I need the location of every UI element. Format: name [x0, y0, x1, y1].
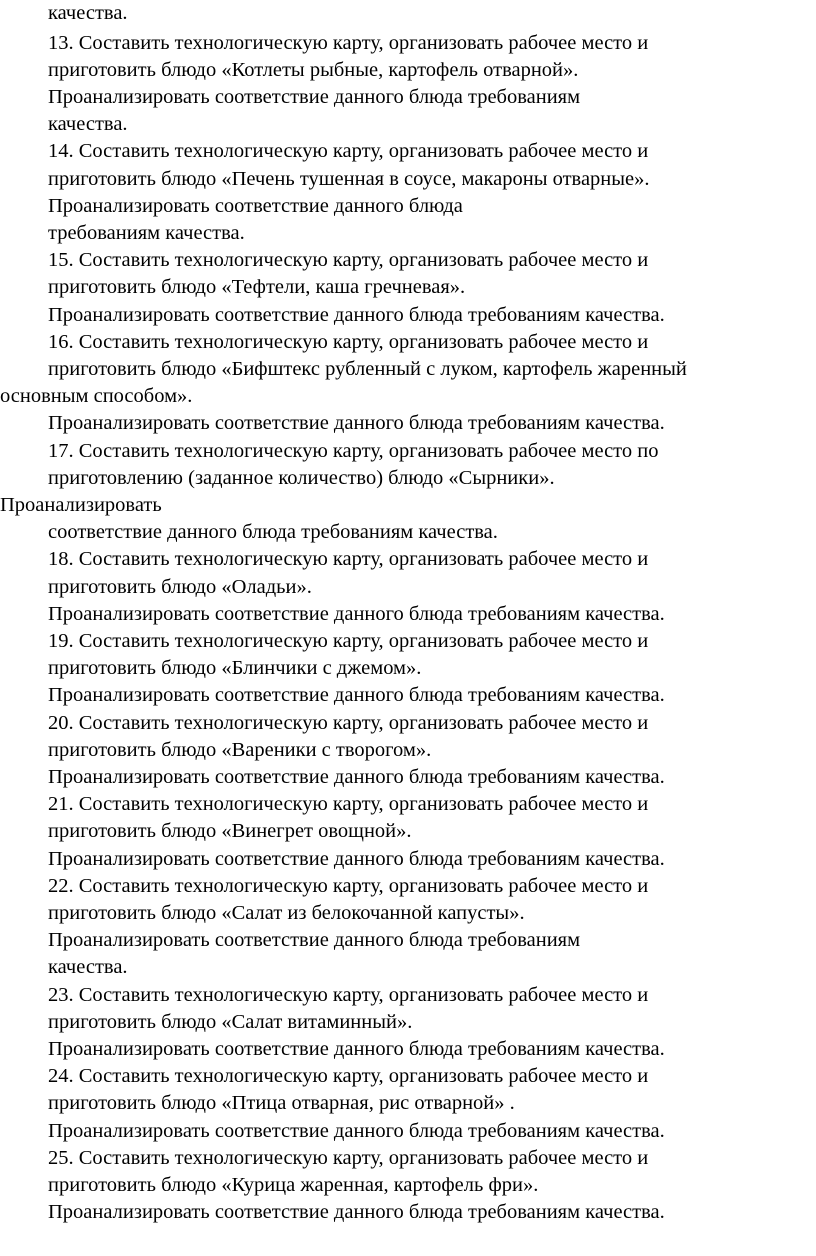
text-line: Проанализировать соответствие данного блюда требованиям — [48, 929, 581, 951]
text-line: 21. Составить технологическую карту, организовать рабочее место и — [48, 793, 649, 815]
text-line: Проанализировать соответствие данного блюда требованиям качества. — [48, 412, 665, 434]
text-line: Проанализировать соответствие данного блюда — [48, 195, 463, 217]
text-line: качества. — [48, 113, 128, 135]
text-line: 25. Составить технологическую карту, организовать рабочее место и — [48, 1147, 649, 1169]
text-line: Проанализировать соответствие данного блюда требованиям качества. — [48, 1201, 665, 1223]
text-line: приготовить блюдо «Тефтели, каша гречневая». — [48, 276, 466, 298]
text-line: 22. Составить технологическую карту, организовать рабочее место и — [48, 875, 649, 897]
text-line: требованиям качества. — [48, 222, 245, 244]
text-line: приготовить блюдо «Птица отварная, рис отварной» . — [48, 1092, 515, 1114]
text-line: приготовлению (заданное количество) блюдо «Сырники». — [48, 467, 555, 489]
text-line: приготовить блюдо «Печень тушенная в соусе, макароны отварные». — [48, 168, 650, 190]
text-line: приготовить блюдо «Вареники с творогом». — [48, 739, 432, 761]
text-line: Проанализировать соответствие данного блюда требованиям — [48, 86, 581, 108]
text-line: Проанализировать соответствие данного блюда требованиям качества. — [48, 1038, 665, 1060]
text-line: приготовить блюдо «Салат из белокочанной капусты». — [48, 902, 525, 924]
text-line: приготовить блюдо «Котлеты рыбные, картофель отварной». — [48, 59, 579, 81]
text-line: приготовить блюдо «Бифштекс рубленный с луком, картофель жаренный — [48, 358, 687, 380]
text-line: 24. Составить технологическую карту, организовать рабочее место и — [48, 1065, 649, 1087]
text-line: приготовить блюдо «Оладьи». — [48, 576, 312, 598]
text-line: соответствие данного блюда требованиям качества. — [48, 521, 498, 543]
text-line: приготовить блюдо «Винегрет овощной». — [48, 820, 412, 842]
text-line: Проанализировать соответствие данного блюда требованиям качества. — [48, 848, 665, 870]
text-line: 23. Составить технологическую карту, организовать рабочее место и — [48, 984, 649, 1006]
text-line: Проанализировать соответствие данного блюда требованиям качества. — [48, 304, 665, 326]
text-line: основным способом». — [0, 385, 193, 407]
text-line: Проанализировать соответствие данного блюда требованиям качества. — [48, 684, 665, 706]
text-line: 17. Составить технологическую карту, организовать рабочее место по — [48, 440, 659, 462]
text-line: приготовить блюдо «Курица жаренная, картофель фри». — [48, 1174, 539, 1196]
text-line: 15. Составить технологическую карту, организовать рабочее место и — [48, 249, 649, 271]
text-line: качества. — [48, 2, 128, 24]
text-line: 14. Составить технологическую карту, организовать рабочее место и — [48, 140, 649, 162]
text-line: 18. Составить технологическую карту, организовать рабочее место и — [48, 548, 649, 570]
text-line: Проанализировать — [0, 494, 162, 516]
text-line: 20. Составить технологическую карту, организовать рабочее место и — [48, 712, 649, 734]
text-line: 19. Составить технологическую карту, организовать рабочее место и — [48, 630, 649, 652]
text-line: качества. — [48, 956, 128, 978]
text-line: 13. Составить технологическую карту, организовать рабочее место и — [48, 32, 649, 54]
text-line: Проанализировать соответствие данного блюда требованиям качества. — [48, 1120, 665, 1142]
text-line: 16. Составить технологическую карту, организовать рабочее место и — [48, 331, 649, 353]
text-line: приготовить блюдо «Блинчики с джемом». — [48, 657, 422, 679]
text-line: Проанализировать соответствие данного блюда требованиям качества. — [48, 766, 665, 788]
text-line: Проанализировать соответствие данного блюда требованиям качества. — [48, 603, 665, 625]
text-line: приготовить блюдо «Салат витаминный». — [48, 1011, 413, 1033]
